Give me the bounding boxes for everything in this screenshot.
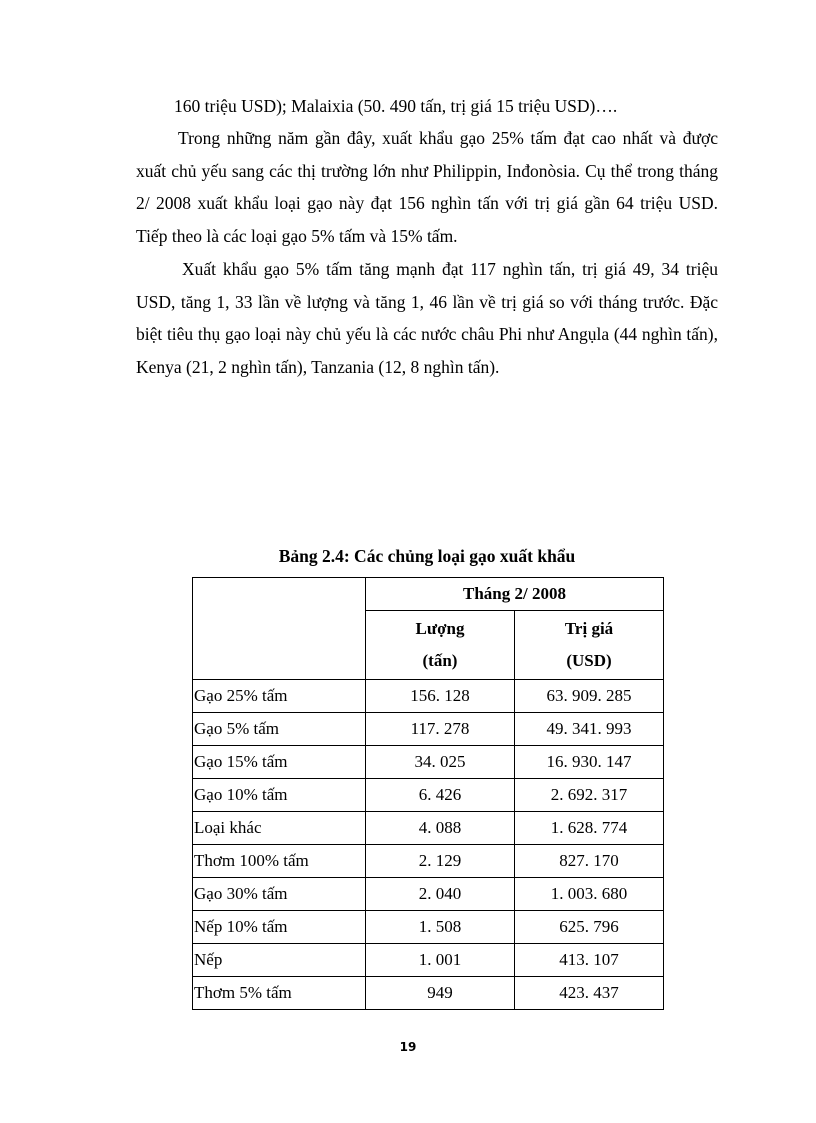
table-row xyxy=(193,944,664,977)
table-row xyxy=(193,779,664,812)
quantity-cell: 1. 508 xyxy=(366,911,515,944)
paragraph-continuation: 160 triệu USD); Malaixia (50. 490 tấn, trị giá 15 triệu USD)…. xyxy=(174,96,618,116)
table-row xyxy=(193,911,664,944)
value-cell: 1. 628. 774 xyxy=(515,812,664,845)
rice-type-cell: Thơm 5% tấm xyxy=(193,977,366,1010)
table-row xyxy=(193,680,664,713)
quantity-cell: 6. 426 xyxy=(366,779,515,812)
quantity-column-label: Lượng xyxy=(415,619,465,638)
rice-type-cell: Gạo 10% tấm xyxy=(193,779,366,812)
value-column-header xyxy=(515,611,664,680)
quantity-cell: 2. 129 xyxy=(366,845,515,878)
table-row xyxy=(193,977,664,1010)
rice-type-cell: Gạo 25% tấm xyxy=(193,680,366,713)
value-cell: 16. 930. 147 xyxy=(515,746,664,779)
value-cell: 413. 107 xyxy=(515,944,664,977)
rice-type-cell: Nếp xyxy=(193,944,366,977)
value-cell: 2. 692. 317 xyxy=(515,779,664,812)
value-column-label: Trị giá xyxy=(564,619,614,638)
rice-export-table xyxy=(192,577,664,1010)
page-number: 19 xyxy=(399,1040,417,1054)
value-cell: 827. 170 xyxy=(515,845,664,878)
period-header: Tháng 2/ 2008 xyxy=(366,578,664,611)
paragraph-5-percent-broken-rice: Xuất khẩu gạo 5% tấm tăng mạnh đạt 117 nghìn tấn, trị giá 49, 34 triệu USD, tăng 1, 33 lần về lượng và tăng 1, 46 lần về trị giá so với tháng trước. Đặc biệt tiêu thụ gạo loại này chủ yếu là các nước châu Phi như Angụla (44 nghìn tấn), Kenya (21, 2 nghìn tấn), Tanzania (12, 8 nghìn tấn). xyxy=(136,259,718,377)
table-row xyxy=(193,845,664,878)
quantity-cell: 2. 040 xyxy=(366,878,515,911)
quantity-cell: 1. 001 xyxy=(366,944,515,977)
quantity-cell: 4. 088 xyxy=(366,812,515,845)
value-cell: 625. 796 xyxy=(515,911,664,944)
rice-type-cell: Gạo 5% tấm xyxy=(193,713,366,746)
quantity-column-unit: (tấn) xyxy=(422,651,458,670)
paragraph-25-percent-broken-rice: Trong những năm gần đây, xuất khẩu gạo 25% tấm đạt cao nhất và được xuất chủ yếu sang các thị trường lớn như Philippin, Inđonòsia. Cụ thể trong tháng 2/ 2008 xuất khẩu loại gạo này đạt 156 nghìn tấn với trị giá gần 64 triệu USD. Tiếp theo là các loại gạo 5% tấm và 15% tấm. xyxy=(136,128,718,246)
rice-type-cell: Loại khác xyxy=(193,812,366,845)
value-cell: 49. 341. 993 xyxy=(515,713,664,746)
table-row xyxy=(193,878,664,911)
table-row xyxy=(193,812,664,845)
table-row xyxy=(193,746,664,779)
table-caption: Bảng 2.4: Các chủng loại gạo xuất khẩu xyxy=(278,546,576,566)
rice-type-cell: Thơm 100% tấm xyxy=(193,845,366,878)
table-header-row-period xyxy=(193,578,664,611)
value-column-unit: (USD) xyxy=(566,651,612,670)
table-header-empty-cell xyxy=(193,578,366,680)
quantity-column-header xyxy=(366,611,515,680)
rice-type-cell: Nếp 10% tấm xyxy=(193,911,366,944)
value-cell: 63. 909. 285 xyxy=(515,680,664,713)
quantity-cell: 34. 025 xyxy=(366,746,515,779)
value-cell: 1. 003. 680 xyxy=(515,878,664,911)
value-cell: 423. 437 xyxy=(515,977,664,1010)
quantity-cell: 117. 278 xyxy=(366,713,515,746)
rice-type-cell: Gạo 30% tấm xyxy=(193,878,366,911)
quantity-cell: 156. 128 xyxy=(366,680,515,713)
rice-type-cell: Gạo 15% tấm xyxy=(193,746,366,779)
quantity-cell: 949 xyxy=(366,977,515,1010)
table-row xyxy=(193,713,664,746)
